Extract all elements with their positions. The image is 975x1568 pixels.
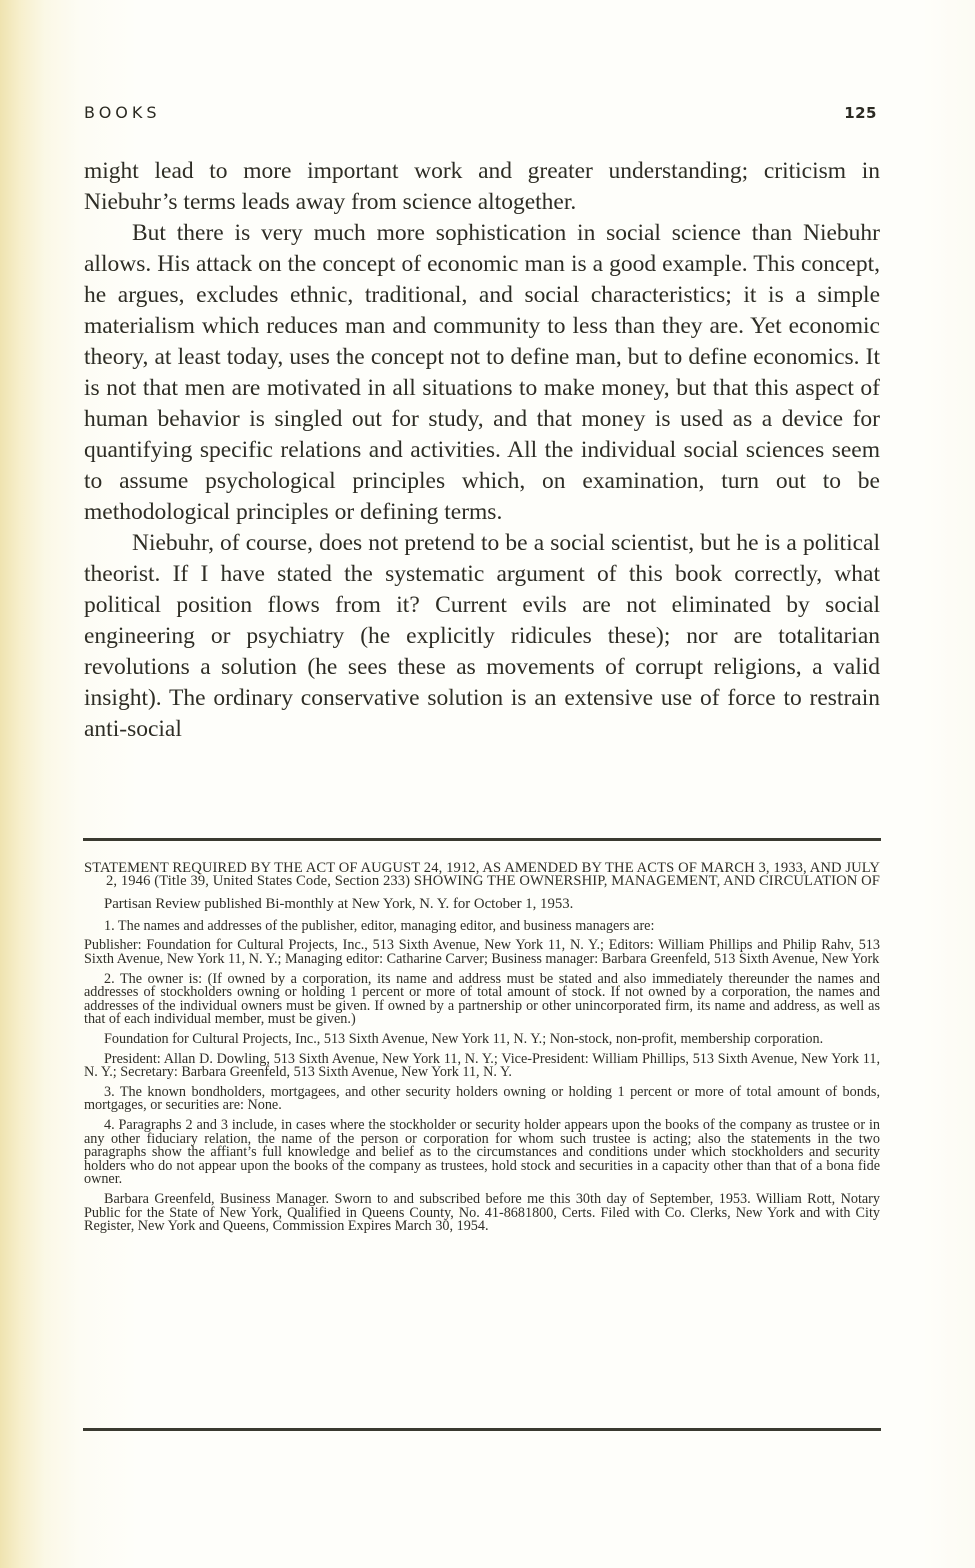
ownership-statement: [84, 862, 880, 1240]
statement-heading: STATEMENT REQUIRED BY THE ACT OF AUGUST 24, 1912, AS AMENDED BY THE ACTS OF MARCH 3, 1933, AND JULY 2, 1946 (Title 39, United States Code, Section 233) SHOWING THE OWNERSHIP, MANAGEMENT, AND CIRCULATION OF: [84, 860, 880, 890]
statement-item-1: 1. The names and addresses of the publisher, editor, managing editor, and business managers are:: [104, 917, 655, 934]
paragraph: But there is very much more sophistication in social science than Niebuhr allows. His attack on the concept of economic man is a good example. This concept, he argues, excludes ethnic, traditional, and social characteristics; it is a simple materialism which reduces man and community to less than they are. Yet economic theory, at least today, uses the concept not to define man, but to define economics. It is not that men are motivated in all situations to make money, but that this aspect of human behavior is singled out for study, and that money is used as a device for quantifying specific relations and activities. All the individual social sciences seem to assume psychological principles which, on examination, turn out to be methodological principles or defining terms.: [84, 220, 880, 525]
paragraph-continued: might lead to more important work and greater understanding; criticism in Niebuhr’s terms leads away from science altogether.: [84, 158, 880, 215]
publication-line: Partisan Review published Bi-monthly at New York, N. Y. for October 1, 1953.: [104, 895, 574, 912]
statement-item-2: 2. The owner is: (If owned by a corporation, its name and address must be stated and also immediately thereunder the names and addresses of stockholders owning or holding 1 percent or more of total amount of stock. If not owned by a corporation, the names and addresses of the individual owners must be given. If owned by a partnership or other unincorporated firm, its name and address, as well as that of each individual member, must be given.): [84, 970, 880, 1028]
page-number: 125: [844, 104, 877, 122]
statement-officers: President: Allan D. Dowling, 513 Sixth Avenue, New York 11, N. Y.; Vice-President: William Phillips, 513 Sixth Avenue, New York 11, N. Y.; Secretary: Barbara Greenfeld, 513 Sixth Avenue, New York 11, N. Y.: [84, 1050, 880, 1081]
running-head: [84, 103, 877, 122]
paragraph: Niebuhr, of course, does not pretend to be a social scientist, but he is a political theorist. If I have stated the systematic argument of this book correctly, what political position flows from it? Current evils are not eliminated by social engineering or psychiatry (he explicitly ridicules these); nor are totalitarian revolutions a solution (he sees these as movements of corrupt religions, a valid insight). The ordinary conservative solution is an extensive use of force to restrain anti-social: [84, 530, 880, 742]
statement-owner: Foundation for Cultural Projects, Inc., 513 Sixth Avenue, New York 11, N. Y.; Non-stock, non-profit, membership corporation.: [104, 1030, 824, 1047]
top-rule-divider: [83, 838, 881, 841]
statement-item-3: 3. The known bondholders, mortgagees, and other security holders owning or holding 1 percent or more of total amount of bonds, mortgages, or securities are: None.: [84, 1083, 880, 1114]
statement-item-4: 4. Paragraphs 2 and 3 include, in cases where the stockholder or security holder appears upon the books of the company as trustee or in any other fiduciary relation, the name of the person or corporation for whom such trustee is acting; also the statements in the two paragraphs show the affiant’s full knowledge and belief as to the circumstances and conditions under which stockholders and security holders who do not appear upon the books of the company as trustees, hold stock and securities in a capacity other than that of a bona fide owner.: [84, 1116, 880, 1188]
section-title: BOOKS: [84, 103, 161, 122]
body-text: [84, 156, 880, 745]
statement-affidavit: Barbara Greenfeld, Business Manager. Sworn to and subscribed before me this 30th day of September, 1953. William Rott, Notary Public for the State of New York, Qualified in Queens County, No. 41-8681800, Certs. Filed with Co. Clerks, New York and with City Register, New York and Queens, Commission Expires March 30, 1954.: [84, 1190, 880, 1235]
bottom-rule-divider: [83, 1428, 881, 1431]
statement-item-1-detail: Publisher: Foundation for Cultural Projects, Inc., 513 Sixth Avenue, New York 11, N. Y.; Editors: William Phillips and Philip Rahv, 513 Sixth Avenue, New York 11, N. Y.; Managing editor: Catharine Carver; Business manager: Barbara Greenfeld, 513 Sixth Avenue, New York: [84, 937, 880, 967]
